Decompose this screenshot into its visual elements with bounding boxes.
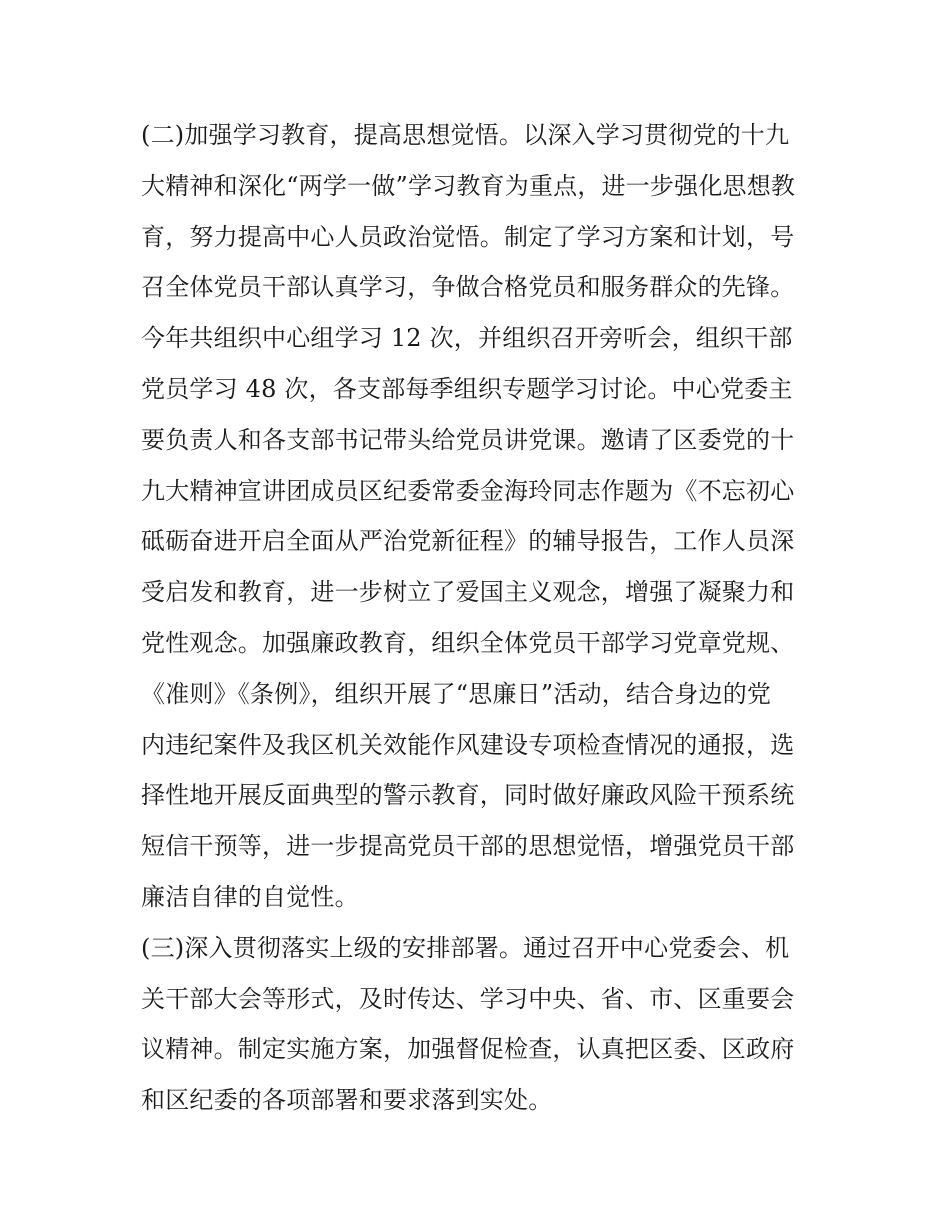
text-line: 大精神和深化“两学一做”学习教育为重点，进一步强化思想教 — [141, 171, 796, 200]
text-line: (二)加强学习教育，提高思想觉悟。以深入学习贯彻党的十九 — [141, 121, 790, 149]
text-line: 九大精神宣讲团成员区纪委常委金海玲同志作题为《不忘初心 — [141, 476, 795, 505]
text-line: 召全体党员干部认真学习，争做合格党员和服务群众的先锋。 — [141, 273, 795, 302]
text-line: 《准则》《条例》，组织开展了“思廉日”活动，结合身边的党 — [141, 679, 772, 708]
text-line: 要负责人和各支部书记带头给党员讲党课。邀请了区委党的十 — [141, 425, 795, 454]
text-line: 择性地开展反面典型的警示教育，同时做好廉政风险干预系统 — [141, 781, 795, 810]
text-line: 和区纪委的各项部署和要求落到实处。 — [141, 1086, 553, 1115]
text-line: (三)深入贯彻落实上级的安排部署。通过召开中心党委会、机 — [141, 933, 790, 962]
text-line: 议精神。制定实施方案，加强督促检查，认真把区委、区政府 — [141, 1035, 795, 1064]
text-line: 党员学习 48 次，各支部每季组织专题学习讨论。中心党委主 — [141, 374, 793, 403]
text-line: 关干部大会等形式，及时传达、学习中央、省、市、区重要会 — [141, 984, 795, 1013]
text-line: 砥砺奋进开启全面从严治党新征程》的辅导报告，工作人员深 — [141, 527, 795, 556]
document-body — [141, 110, 811, 1126]
text-line: 受启发和教育，进一步树立了爱国主义观念，增强了凝聚力和 — [141, 578, 795, 607]
text-line: 今年共组织中心组学习 12 次，并组织召开旁听会，组织干部 — [141, 324, 793, 353]
text-line: 党性观念。加强廉政教育，组织全体党员干部学习党章党规、 — [141, 628, 795, 657]
text-line: 廉洁自律的自觉性。 — [141, 882, 359, 911]
text-line: 短信干预等，进一步提高党员干部的思想觉悟，增强党员干部 — [141, 832, 795, 861]
text-line: 育，努力提高中心人员政治觉悟。制定了学习方案和计划，号 — [141, 222, 795, 251]
text-line: 内违纪案件及我区机关效能作风建设专项检查情况的通报，选 — [141, 730, 795, 759]
